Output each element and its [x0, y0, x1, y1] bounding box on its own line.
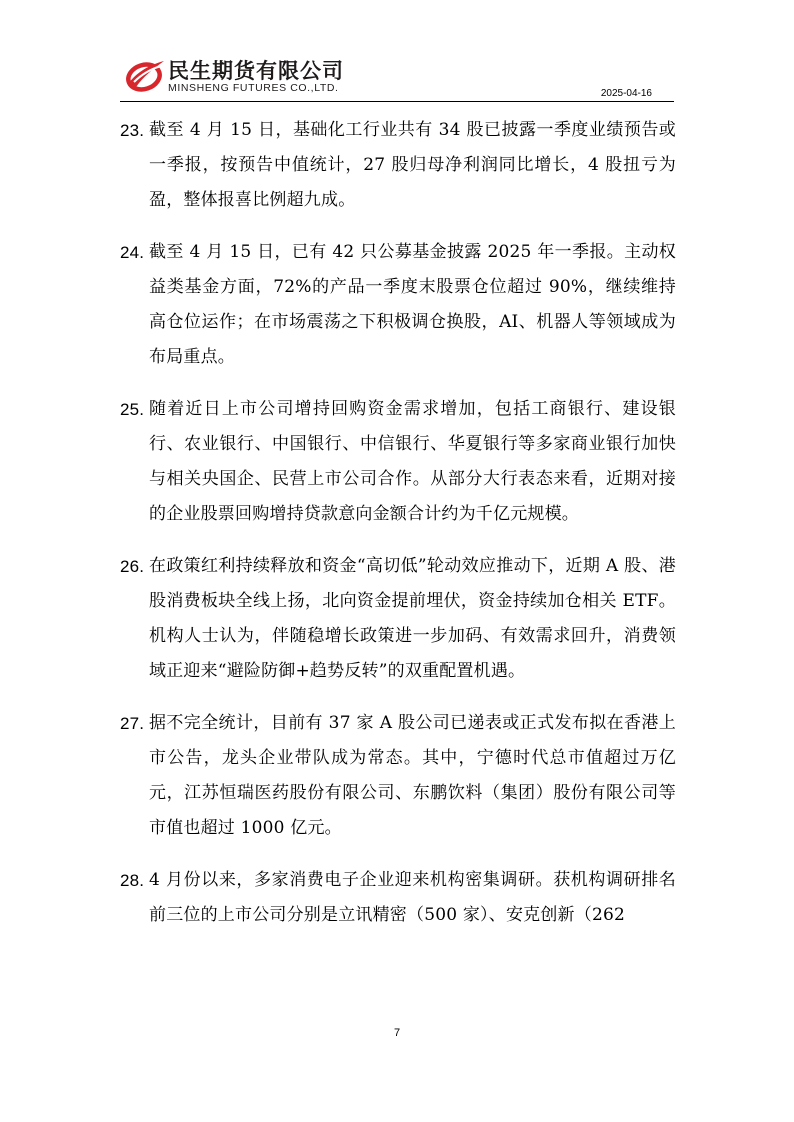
- item-number: 27.: [120, 714, 145, 733]
- news-item: [120, 392, 676, 532]
- item-number: 25.: [120, 400, 145, 419]
- item-text: 在政策红利持续释放和资金“高切低”轮动效应推动下，近期 A 股、港股消费板块全线上扬，北向资金提前埋伏，资金持续加仓相关 ETF。机构人士认为，伴随稳增长政策进一步加码、有效需求回升，消费领域正迎来“避险防御+趋势反转”的双重配置机遇。: [149, 556, 676, 681]
- item-number: 28.: [120, 871, 145, 890]
- item-number: 24.: [120, 243, 145, 262]
- page-header: [120, 52, 674, 102]
- item-text: 4 月份以来，多家消费电子企业迎来机构密集调研。获机构调研排名前三位的上市公司分别是立讯精密（500 家）、安克创新（262: [149, 870, 676, 925]
- news-item: [120, 706, 676, 846]
- header-divider: [120, 101, 674, 102]
- item-number: 23.: [120, 121, 145, 140]
- item-number: 26.: [120, 557, 145, 576]
- company-name-cn: 民生期货有限公司: [168, 59, 344, 83]
- report-date: 2025-04-16: [600, 88, 652, 99]
- item-text: 截至 4 月 15 日，已有 42 只公募基金披露 2025 年一季报。主动权益类基金方面，72%的产品一季度末股票仓位超过 90%，继续维持高仓位运作；在市场震荡之下积极调仓换股，AI、机器人等领域成为布局重点。: [149, 242, 676, 367]
- company-name-en: MINSHENG FUTURES CO.,LTD.: [168, 82, 339, 94]
- news-item: [120, 863, 676, 933]
- news-list: [120, 113, 676, 950]
- swoosh-logo-icon: [125, 58, 165, 92]
- news-item: [120, 549, 676, 689]
- news-item: [120, 113, 676, 218]
- item-text: 据不完全统计，目前有 37 家 A 股公司已递表或正式发布拟在香港上市公告，龙头企业带队成为常态。其中，宁德时代总市值超过万亿元，江苏恒瑞医药股份有限公司、东鹏饮料（集团）股份有限公司等市值也超过 1000 亿元。: [149, 713, 676, 838]
- page-number: 7: [393, 1027, 401, 1039]
- item-text: 随着近日上市公司增持回购资金需求增加，包括工商银行、建设银行、农业银行、中国银行、中信银行、华夏银行等多家商业银行加快与相关央国企、民营上市公司合作。从部分大行表态来看，近期对接的企业股票回购增持贷款意向金额合计约为千亿元规模。: [149, 399, 676, 524]
- news-item: [120, 235, 676, 375]
- item-text: 截至 4 月 15 日，基础化工行业共有 34 股已披露一季度业绩预告或一季报，按预告中值统计，27 股归母净利润同比增长，4 股扭亏为盈，整体报喜比例超九成。: [149, 120, 676, 210]
